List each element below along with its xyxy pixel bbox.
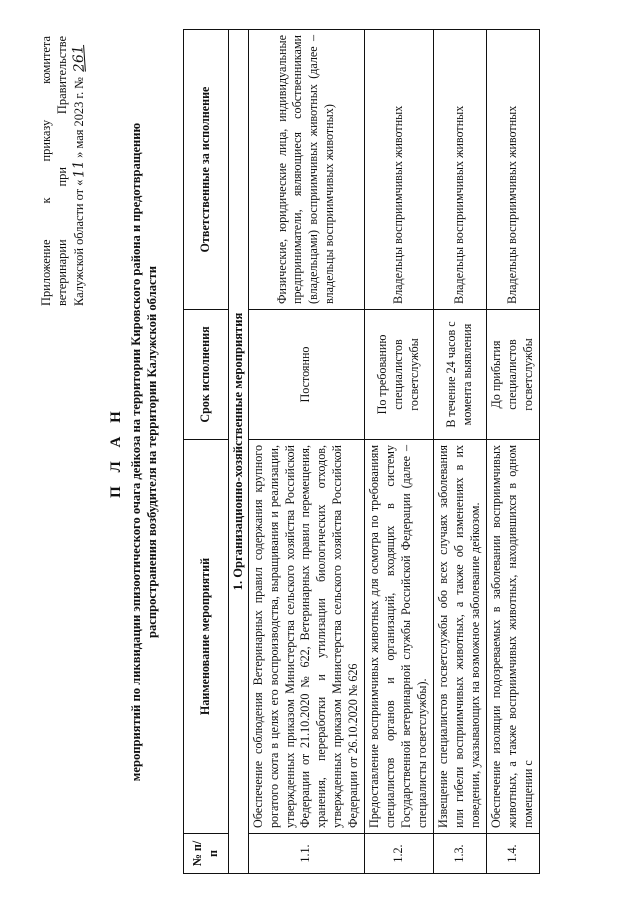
- table-row: [248, 30, 365, 874]
- row-measure: Извещение специалистов госветслужбы обо всех случаях заболевания или гибели восприимчивых животных, а также об изменениях в их поведении, указывающих на возможное заболевание дейкозом.: [434, 440, 487, 834]
- row-responsible: Физические, юридические лица, индивидуальные предприниматели, являющиеся собственниками (владельцами) восприимчивых животных (далее – владельцы восприимчивых животных): [248, 30, 365, 310]
- header-deadline: Срок исполнения: [184, 310, 229, 440]
- appendix-note: [38, 36, 88, 306]
- table-row: [365, 30, 434, 874]
- header-measure: Наименование мероприятий: [184, 440, 229, 834]
- appendix-committee: комитета: [39, 36, 53, 84]
- section-title: 1. Организационно-хозяйственные мероприятия: [229, 30, 249, 874]
- row-measure: Обеспечение изоляции подозреваемых в заболевании восприимчивых животных, а также восприимчивых животных, находившихся в одном помещении с: [488, 445, 535, 828]
- document-title: [108, 60, 160, 844]
- row-number: 1.2.: [365, 834, 434, 874]
- header-responsible: Ответственные за исполнение: [184, 30, 229, 310]
- section-row: [229, 30, 249, 874]
- table-header-row: [184, 30, 229, 874]
- appendix-k: к: [39, 197, 53, 204]
- row-number: 1.1.: [248, 834, 365, 874]
- appendix-order-word: приказу: [39, 119, 53, 162]
- row-number: 1.4.: [486, 834, 539, 874]
- row-deadline: Постоянно: [248, 310, 365, 440]
- row-deadline: По требованию специалистов госветслужбы: [365, 310, 434, 440]
- row-deadline: До прибытия специалистов госветслужбы: [486, 310, 539, 440]
- plan-heading: П Л А Н: [108, 406, 124, 498]
- plan-table: [183, 29, 540, 874]
- row-responsible: Владельцы восприимчивых животных: [434, 30, 487, 310]
- appendix-veterinary: ветеринарии: [55, 239, 70, 306]
- appendix-handwritten-number: 261: [70, 44, 89, 73]
- plan-subtitle-line2: распространения возбудителя на территории Калужской области: [145, 265, 160, 639]
- appendix-handwritten-day: 11: [70, 159, 88, 179]
- appendix-date-mid: » мая 2023 г. №: [72, 76, 87, 158]
- row-number: 1.3.: [434, 834, 487, 874]
- appendix-date-prefix: Калужской области от «: [72, 179, 87, 306]
- table-row: [434, 30, 487, 874]
- appendix-pri: при: [55, 167, 70, 187]
- row-deadline: В течение 24 часов с момента выявления: [434, 310, 487, 440]
- table-row: [486, 30, 539, 874]
- row-measure: Обеспечение соблюдения Ветеринарных правил содержания крупного рогатого скота в целях его воспроизводства, выращивания и реализации, утвержденных приказом Министерства сельского хозяйства Российской Федерации от 21.10.2020 № 622, Ветеринарных правил перемещения, хранения, переработки и утилизации биологических отходов, утвержденных приказом Министерства сельского хозяйства Российской Федерации от 26.10.2020 № 626: [248, 440, 365, 834]
- appendix-word: Приложение: [39, 239, 53, 306]
- header-number: № п/п: [184, 834, 229, 874]
- row-measure: Предоставление восприимчивых животных для осмотра по требованиям специалистов органов и организаций, входящих в систему Государственной ветеринарной службы Российской Федерации (далее – специалисты госветслужбы).: [365, 440, 434, 834]
- row-responsible: Владельцы восприимчивых животных: [486, 30, 539, 310]
- appendix-government: Правительстве: [55, 36, 70, 115]
- row-responsible: Владельцы восприимчивых животных: [365, 30, 434, 310]
- plan-subtitle-line1: мероприятий по ликвидации эпизоотического очага дейкоза на территории Кировского района и предотвращению: [129, 122, 143, 782]
